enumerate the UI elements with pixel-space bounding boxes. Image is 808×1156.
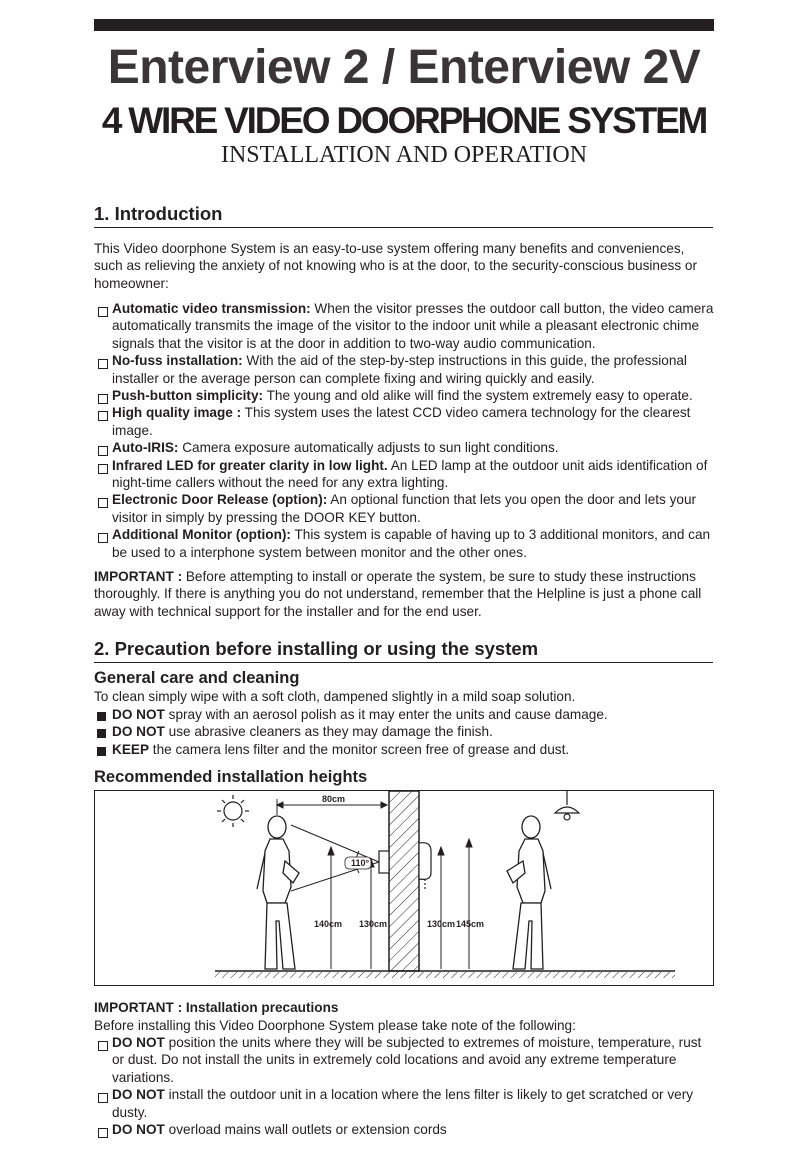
list-item-text: overload mains wall outlets or extension cords — [164, 1122, 447, 1138]
list-item-title: No-fuss installation: — [112, 353, 243, 369]
list-item-title: DO NOT — [112, 1087, 165, 1103]
list-item-text: position the units where they will be subjected to extremes of moisture, temperature, rust or dust. Do not install the units in extremely cold locations and avoid any extreme temperature variations. — [112, 1035, 702, 1085]
list-item-text: the camera lens filter and the monitor screen free of grease and dust. — [149, 741, 570, 757]
height-label-130-indoor: 130cm — [427, 919, 456, 929]
list-item-title: Push-button simplicity: — [112, 388, 264, 404]
distance-label: 80cm — [322, 794, 346, 804]
list-item — [94, 723, 714, 740]
checkbox-bullet-icon — [98, 411, 108, 421]
checkbox-bullet-icon — [98, 1041, 108, 1051]
list-item-text: With the aid of the step-by-step instructions in this guide, the professional installer or the average person can complete fixing and wiring quickly and easily. — [112, 353, 687, 386]
right-person-figure — [507, 816, 551, 969]
checkbox-bullet-icon — [98, 533, 108, 543]
outdoor-unit — [379, 851, 389, 873]
list-item — [94, 300, 714, 352]
square-bullet-icon — [97, 712, 106, 721]
list-item-title: Auto-IRIS: — [112, 440, 179, 456]
checkbox-bullet-icon — [98, 446, 108, 456]
list-item-title: Infrared LED for greater clarity in low light. — [112, 457, 388, 473]
list-item — [94, 404, 714, 439]
height-label-140: 140cm — [314, 919, 343, 929]
list-item-title: High quality image : — [112, 405, 242, 421]
list-item — [94, 526, 714, 561]
list-item-text: An LED lamp at the outdoor unit aids identification of night-time callers without the need for any extra lighting. — [112, 457, 708, 491]
list-item-title: Electronic Door Release (option): — [112, 492, 328, 508]
list-item-text: When the visitor presses the outdoor call button, the video camera automatically transmits the image of the visitor to the indoor unit while a pleasant electronic chime signals that the visitor is at the door in addition to two-way audio communication. — [112, 301, 714, 351]
list-item-title: DO NOT — [112, 1122, 165, 1138]
square-bullet-icon — [97, 729, 106, 738]
list-item-title: KEEP — [112, 741, 150, 757]
install-paragraph: Before installing this Video Doorphone System please take note of the following: — [94, 1018, 576, 1033]
document-subsubtitle: INSTALLATION AND OPERATION — [220, 142, 588, 168]
list-item — [94, 706, 714, 723]
checkbox-bullet-icon — [98, 1128, 108, 1138]
list-item — [94, 741, 714, 758]
list-item — [94, 1086, 714, 1121]
left-person-figure — [257, 816, 299, 969]
list-item-text: install the outdoor unit in a location where the lens filter is likely to get scratched or very dusty. — [112, 1087, 694, 1120]
angle-label: 110° — [351, 858, 370, 868]
square-bullet-icon — [97, 747, 106, 756]
important-note — [94, 568, 714, 620]
installation-heights-diagram — [94, 790, 714, 986]
heights-heading: Recommended installation heights — [94, 768, 368, 786]
checkbox-bullet-icon — [98, 498, 108, 508]
list-item-text: This system is capable of having up to 3 additional monitors, and can be used to a interphone system between monitor and the other ones. — [112, 527, 711, 560]
list-item-title: DO NOT — [112, 724, 165, 740]
wall — [389, 791, 419, 971]
list-item — [94, 457, 714, 492]
list-item — [94, 387, 714, 404]
list-item — [94, 1034, 714, 1086]
checkbox-bullet-icon — [98, 394, 108, 404]
floor — [215, 971, 675, 978]
section-heading-introduction: 1. Introduction — [94, 203, 713, 228]
list-item-text: use abrasive cleaners as they may damage the finish. — [164, 724, 493, 740]
height-label-130-outdoor: 130cm — [359, 919, 388, 929]
list-item — [94, 439, 714, 456]
feature-list — [94, 300, 714, 561]
important-text: Before attempting to install or operate the system, be sure to study these instructions thoroughly. If there is anything you do not understand, remember that the Helpline is just a phone call away with technical support for the installer and for the end user. — [94, 569, 702, 619]
list-item — [94, 1121, 714, 1138]
list-item-text: Camera exposure automatically adjusts to sun light conditions. — [178, 440, 559, 456]
list-item — [94, 352, 714, 387]
list-item-title: Automatic video transmission: — [112, 301, 311, 316]
checkbox-bullet-icon — [98, 307, 108, 317]
list-item-text: The young and old alike will find the system extremely easy to operate. — [263, 388, 693, 404]
height-label-145: 145cm — [456, 919, 485, 929]
list-item — [94, 491, 714, 526]
list-item-text: spray with an aerosol polish as it may enter the units and cause damage. — [164, 707, 608, 722]
list-item-title: Additional Monitor (option): — [112, 527, 291, 543]
document-title: Enterview 2 / Enterview 2V — [107, 41, 701, 94]
care-heading: General care and cleaning — [94, 669, 300, 687]
list-item-text: An optional function that lets you open the door and lets your visitor in simply by pressing the DOOR KEY button. — [112, 492, 697, 525]
care-list — [94, 706, 714, 758]
care-paragraph: To clean simply wipe with a soft cloth, dampened slightly in a mild soap solution. — [94, 689, 576, 704]
heights-illustration — [95, 791, 715, 987]
document-subtitle: 4 WIRE VIDEO DOORPHONE SYSTEM — [101, 100, 707, 141]
intro-paragraph: This Video doorphone System is an easy-to-use system offering many benefits and conveniences, such as relieving the anxiety of not knowing who is at the door, to the security-conscious business or homeowner: — [94, 241, 697, 291]
sun-icon — [217, 795, 249, 827]
list-item-text: This system uses the latest CCD video camera technology for the clearest image. — [112, 405, 691, 438]
install-list — [94, 1034, 714, 1138]
checkbox-bullet-icon — [98, 464, 108, 474]
checkbox-bullet-icon — [98, 359, 108, 369]
list-item-title: DO NOT — [112, 1035, 165, 1050]
ceiling-lamp-icon — [555, 791, 579, 820]
top-rule — [94, 19, 714, 31]
checkbox-bullet-icon — [98, 1093, 108, 1103]
important-label: IMPORTANT : — [94, 569, 183, 584]
list-item-title: DO NOT — [112, 707, 165, 722]
section-heading-precaution: 2. Precaution before installing or using the system — [94, 638, 713, 663]
indoor-monitor — [419, 843, 431, 891]
install-heading: IMPORTANT : Installation precautions — [94, 1000, 339, 1015]
